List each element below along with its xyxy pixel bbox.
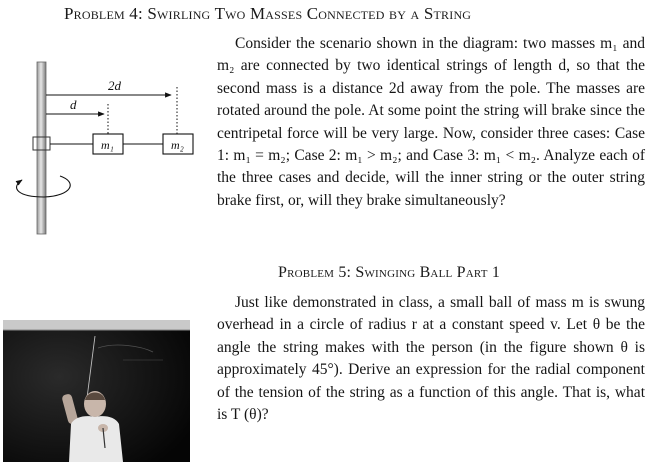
ceiling-strip [3, 320, 190, 330]
label-d: d [70, 97, 77, 112]
problem-5-heading: Problem 5: Swinging Ball Part 1 [278, 264, 501, 281]
label-2d: 2d [108, 78, 121, 93]
person-shirt [69, 416, 123, 462]
mass-m2-label: m₂ [171, 138, 184, 152]
classroom-photo [3, 320, 190, 462]
problem-5-text: Just like demonstrated in class, a small ball of mass m is swung overhead in a circle of radius r at a constant speed v. Let θ be the angle the string makes with the person (in the figure shown θ is approximately 45°). Derive an expression for the radial component of the tension of the string as a function of this angle. That is, what is T (θ)? [217, 294, 645, 424]
pole [37, 62, 46, 234]
pole-and-masses-diagram [0, 52, 200, 242]
mass-m1-label: m₁ [101, 138, 114, 152]
problem-4-text: Consider the scenario shown in the diagram: two masses m₁ and m₂ are connected by two identical strings of length d, so that the second mass is a distance 2d away from the pole. The masses are rotated around the pole. At some point the string will brake since the centripetal force will be very large. Now, consider three cases: Case 1: m₁ = m₂; Case 2: m₁ > m₂; and Case 3: m₁ < m₂. Analyze each of the three cases and decide, will the inner string or the outer string brake first, or, will they brake simultaneously? [217, 35, 645, 209]
problem-4-heading: Problem 4: Swirling Two Masses Connected by a String [64, 4, 472, 23]
